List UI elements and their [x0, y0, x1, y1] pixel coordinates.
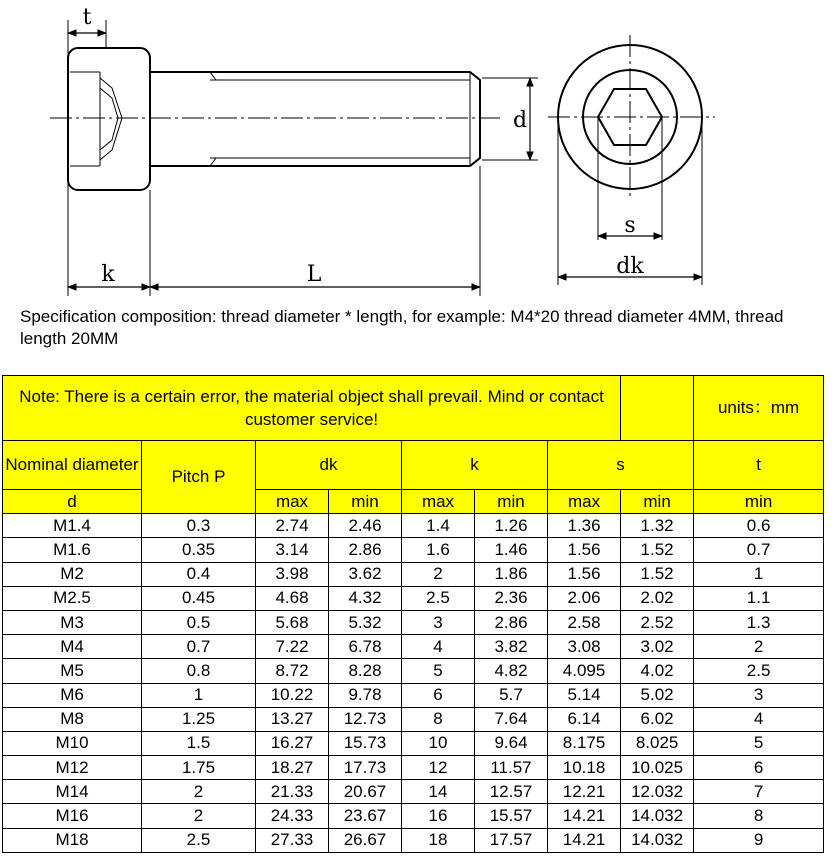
- table-cell: 6.02: [621, 707, 694, 731]
- table-cell: 12.57: [475, 780, 548, 804]
- table-cell: 1: [694, 562, 824, 586]
- table-cell: 11.57: [475, 756, 548, 780]
- table-cell: 0.8: [142, 659, 256, 683]
- table-cell: 5: [402, 659, 475, 683]
- table-cell: 9.64: [475, 731, 548, 755]
- table-cell: 0.45: [142, 586, 256, 610]
- table-cell: 2: [142, 804, 256, 828]
- screw-technical-drawing: [0, 0, 835, 300]
- table-cell: 6: [694, 756, 824, 780]
- table-cell: 21.33: [256, 780, 329, 804]
- table-cell: 27.33: [256, 828, 329, 852]
- table-cell: 26.67: [329, 828, 402, 852]
- label-s: s: [624, 213, 636, 238]
- table-cell: 14.032: [621, 828, 694, 852]
- table-cell: 1.52: [621, 562, 694, 586]
- header-row: [3, 441, 824, 490]
- table-cell: 13.27: [256, 707, 329, 731]
- table-cell: 1.52: [621, 538, 694, 562]
- table-cell: 3: [694, 683, 824, 707]
- subheader-d: d: [3, 490, 142, 514]
- table-cell: 0.5: [142, 610, 256, 634]
- table-row: [3, 659, 824, 683]
- table-cell: M5: [3, 659, 142, 683]
- table-cell: 2.02: [621, 586, 694, 610]
- header-k: k: [402, 441, 548, 490]
- table-cell: 1.75: [142, 756, 256, 780]
- table-cell: 9: [694, 828, 824, 852]
- table-cell: 0.7: [694, 538, 824, 562]
- table-cell: M3: [3, 610, 142, 634]
- drawing-labels: [83, 5, 645, 287]
- header-nominal-diameter: Nominal diameter: [3, 441, 142, 490]
- subheader-s-max: max: [548, 490, 621, 514]
- label-L: L: [306, 262, 322, 287]
- table-cell: 8.175: [548, 731, 621, 755]
- table-cell: 7.64: [475, 707, 548, 731]
- table-cell: 15.73: [329, 731, 402, 755]
- subheader-k-min: min: [475, 490, 548, 514]
- note-text: Note: There is a certain error, the material object shall prevail. Mind or contact customer service!: [3, 376, 621, 441]
- table-cell: 2.58: [548, 610, 621, 634]
- table-row: [3, 514, 824, 538]
- header-pitch: Pitch P: [142, 441, 256, 514]
- table-row: [3, 707, 824, 731]
- table-row: [3, 683, 824, 707]
- table-cell: 1.56: [548, 562, 621, 586]
- table-cell: M10: [3, 731, 142, 755]
- table-cell: M8: [3, 707, 142, 731]
- subheader-t-min: min: [694, 490, 824, 514]
- table-cell: 2: [402, 562, 475, 586]
- table-cell: 4.095: [548, 659, 621, 683]
- table-cell: 1.6: [402, 538, 475, 562]
- table-cell: M12: [3, 756, 142, 780]
- table-cell: 1.5: [142, 731, 256, 755]
- note-row: [3, 376, 824, 441]
- table-cell: 3: [402, 610, 475, 634]
- label-d: d: [512, 108, 528, 133]
- table-cell: 6.78: [329, 635, 402, 659]
- table-cell: 7: [694, 780, 824, 804]
- table-cell: 1.56: [548, 538, 621, 562]
- table-row: [3, 635, 824, 659]
- table-cell: 2.36: [475, 586, 548, 610]
- table-cell: M2.5: [3, 586, 142, 610]
- table-row: [3, 562, 824, 586]
- table-cell: 8.72: [256, 659, 329, 683]
- table-cell: 12.032: [621, 780, 694, 804]
- table-cell: M1.6: [3, 538, 142, 562]
- table-cell: M14: [3, 780, 142, 804]
- table-cell: 5: [694, 731, 824, 755]
- table-cell: 8: [402, 707, 475, 731]
- table-row: [3, 780, 824, 804]
- table-cell: 10: [402, 731, 475, 755]
- subheader-k-max: max: [402, 490, 475, 514]
- table-cell: 24.33: [256, 804, 329, 828]
- table-cell: 10.22: [256, 683, 329, 707]
- table-cell: M6: [3, 683, 142, 707]
- table-cell: 12: [402, 756, 475, 780]
- table-row: [3, 828, 824, 852]
- note-spacer-cell: [621, 376, 694, 441]
- table-cell: M4: [3, 635, 142, 659]
- table-cell: 1.3: [694, 610, 824, 634]
- table-cell: 0.7: [142, 635, 256, 659]
- table-cell: 17.57: [475, 828, 548, 852]
- table-cell: 1.1: [694, 586, 824, 610]
- label-k: k: [101, 262, 115, 287]
- header-t: t: [694, 441, 824, 490]
- side-view: [50, 20, 538, 296]
- table-cell: 4: [694, 707, 824, 731]
- table-cell: 1.32: [621, 514, 694, 538]
- table-cell: 4: [402, 635, 475, 659]
- table-cell: 6.14: [548, 707, 621, 731]
- table-cell: 1.36: [548, 514, 621, 538]
- table-cell: 14.21: [548, 828, 621, 852]
- subheader-dk-max: max: [256, 490, 329, 514]
- table-cell: 4.82: [475, 659, 548, 683]
- table-row: [3, 756, 824, 780]
- table-cell: 10.18: [548, 756, 621, 780]
- table-cell: 4.68: [256, 586, 329, 610]
- table-cell: 12.73: [329, 707, 402, 731]
- table-cell: 1.4: [402, 514, 475, 538]
- subheader-row: [3, 490, 824, 514]
- table-cell: 15.57: [475, 804, 548, 828]
- table-cell: 2.86: [475, 610, 548, 634]
- table-cell: 18: [402, 828, 475, 852]
- table-cell: 14: [402, 780, 475, 804]
- table-cell: 3.98: [256, 562, 329, 586]
- table-cell: M1.4: [3, 514, 142, 538]
- table-cell: 23.67: [329, 804, 402, 828]
- table-cell: 12.21: [548, 780, 621, 804]
- screw-shank: [150, 72, 480, 166]
- table-cell: M18: [3, 828, 142, 852]
- table-cell: 2.74: [256, 514, 329, 538]
- table-row: [3, 731, 824, 755]
- table-row: [3, 586, 824, 610]
- table-cell: 8.28: [329, 659, 402, 683]
- table-row: [3, 610, 824, 634]
- table-cell: 6: [402, 683, 475, 707]
- screw-head: [68, 48, 150, 190]
- table-cell: 0.35: [142, 538, 256, 562]
- table-cell: 7.22: [256, 635, 329, 659]
- table-cell: 2: [694, 635, 824, 659]
- table-cell: 2.86: [329, 538, 402, 562]
- table-cell: 1.46: [475, 538, 548, 562]
- table-cell: 1: [142, 683, 256, 707]
- table-cell: 3.14: [256, 538, 329, 562]
- table-cell: 17.73: [329, 756, 402, 780]
- table-cell: 1.25: [142, 707, 256, 731]
- table-cell: 5.68: [256, 610, 329, 634]
- table-cell: 5.14: [548, 683, 621, 707]
- subheader-dk-min: min: [329, 490, 402, 514]
- label-t: t: [82, 5, 92, 30]
- table-cell: 3.82: [475, 635, 548, 659]
- table-cell: 3.08: [548, 635, 621, 659]
- table-cell: 3.62: [329, 562, 402, 586]
- table-cell: 8.025: [621, 731, 694, 755]
- table-cell: 1.86: [475, 562, 548, 586]
- specification-text: Specification composition: thread diameter * length, for example: M4*20 thread diameter 4MM, thread length 20MM: [20, 307, 784, 348]
- table-cell: 2: [142, 780, 256, 804]
- table-cell: 14.032: [621, 804, 694, 828]
- header-s: s: [548, 441, 694, 490]
- table-cell: 0.4: [142, 562, 256, 586]
- table-cell: 5.32: [329, 610, 402, 634]
- header-dk: dk: [256, 441, 402, 490]
- thread-lines: [210, 72, 470, 166]
- table-cell: 2.06: [548, 586, 621, 610]
- table-cell: 2.52: [621, 610, 694, 634]
- table-cell: 14.21: [548, 804, 621, 828]
- table-cell: 0.3: [142, 514, 256, 538]
- table-cell: 1.26: [475, 514, 548, 538]
- dimensions-table: [2, 375, 824, 853]
- subheader-s-min: min: [621, 490, 694, 514]
- socket-hidden-lines: [70, 72, 122, 166]
- table-cell: 5.02: [621, 683, 694, 707]
- table-cell: M2: [3, 562, 142, 586]
- table-cell: 20.67: [329, 780, 402, 804]
- table-cell: 16.27: [256, 731, 329, 755]
- table-cell: 4.32: [329, 586, 402, 610]
- table-row: [3, 804, 824, 828]
- table-cell: 18.27: [256, 756, 329, 780]
- table-cell: 2.46: [329, 514, 402, 538]
- table-cell: 2.5: [694, 659, 824, 683]
- label-dk: dk: [616, 254, 644, 279]
- table-cell: 2.5: [402, 586, 475, 610]
- table-body: [3, 514, 824, 853]
- units-label: units：mm: [694, 376, 824, 441]
- end-view: [548, 35, 715, 285]
- table-cell: M16: [3, 804, 142, 828]
- table-cell: 5.7: [475, 683, 548, 707]
- table-cell: 0.6: [694, 514, 824, 538]
- table-cell: 8: [694, 804, 824, 828]
- table-cell: 4.02: [621, 659, 694, 683]
- table-row: [3, 538, 824, 562]
- table-cell: 3.02: [621, 635, 694, 659]
- table-cell: 10.025: [621, 756, 694, 780]
- table-cell: 9.78: [329, 683, 402, 707]
- table-cell: 16: [402, 804, 475, 828]
- table-cell: 2.5: [142, 828, 256, 852]
